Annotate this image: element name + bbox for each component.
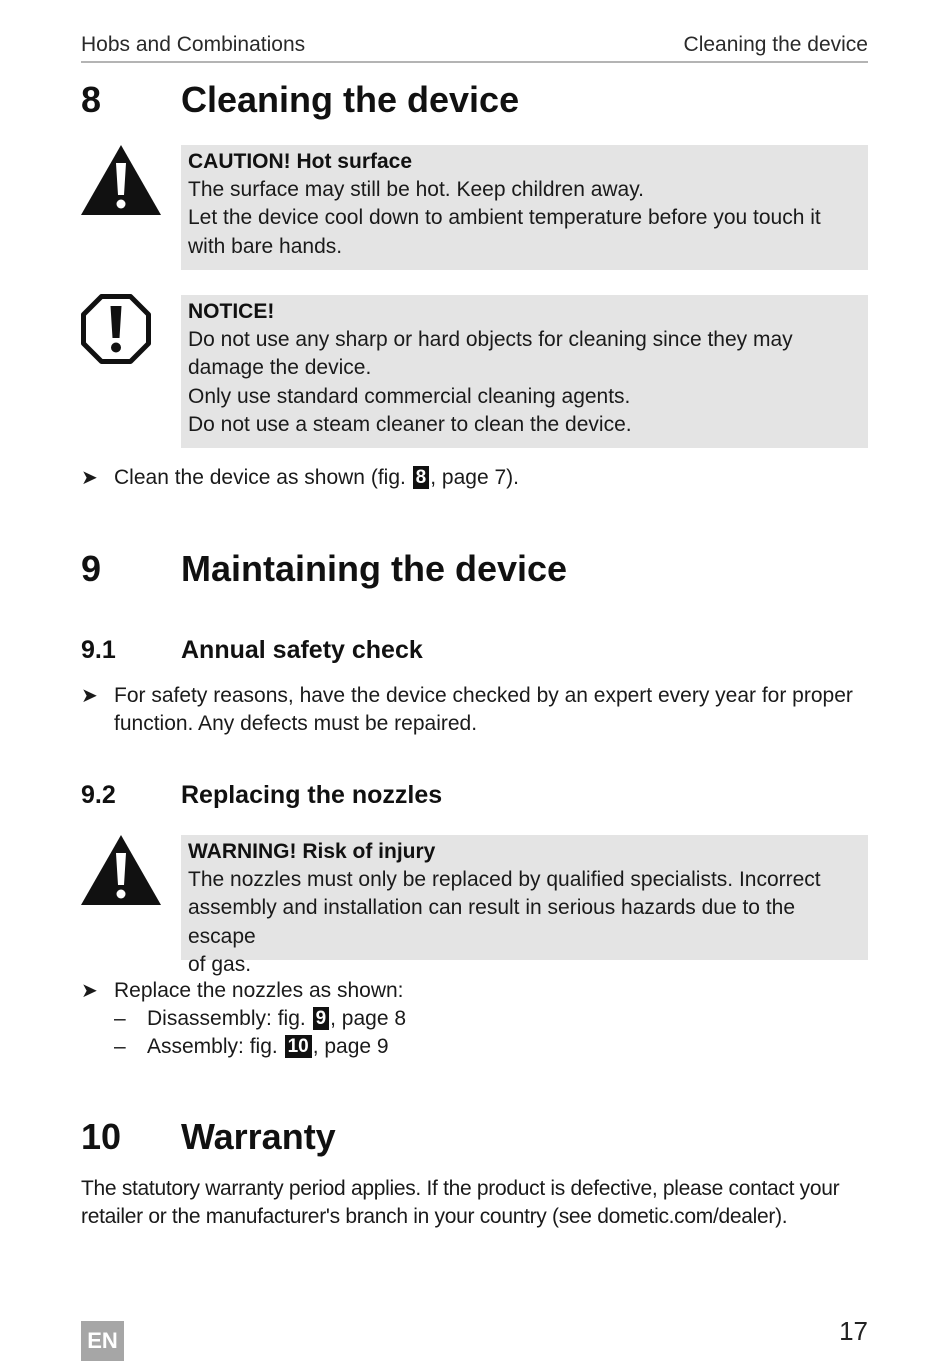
notice-octagon-icon [81, 294, 151, 369]
warning-box [181, 835, 868, 976]
warranty-paragraph [81, 1175, 868, 1232]
section-10-number: 10 [81, 1116, 122, 1157]
list-item-text: , page 8 [330, 1007, 407, 1030]
notice-line: Do not use a steam cleaner to clean the device. [188, 412, 632, 436]
caution-title: CAUTION! Hot surface [188, 150, 413, 173]
section-10-title: Warranty [181, 1116, 336, 1157]
header-divider [81, 61, 868, 63]
caution-box [181, 145, 868, 270]
section-8-number: 8 [81, 79, 102, 120]
notice-title: NOTICE! [188, 300, 275, 323]
running-header-left: Hobs and Combinations [81, 33, 306, 56]
arrow-bullet-icon: ➤ [81, 980, 98, 1002]
instruction-step [81, 977, 868, 1005]
notice-box [181, 295, 868, 448]
step-text: , page 7). [430, 466, 519, 489]
list-item-text: , page 9 [312, 1035, 389, 1058]
instruction-step [81, 682, 868, 739]
notice-line: Only use standard commercial cleaning agents. [188, 384, 631, 408]
section-8-title: Cleaning the device [181, 79, 520, 120]
notice-line: Do not use any sharp or hard objects for cleaning since they may [188, 328, 793, 351]
step-text: For safety reasons, have the device checked by an expert every year for proper [114, 684, 853, 707]
warning-line: assembly and installation can result in serious hazards due to the escape [188, 896, 796, 948]
subsection-9-1-title: Annual safety check [181, 636, 423, 664]
notice-line: damage the device. [188, 356, 372, 380]
subsection-9-2-number: 9.2 [81, 781, 116, 809]
figure-reference: 9 [313, 1007, 330, 1030]
warning-triangle-icon [81, 835, 161, 910]
list-item-text: Assembly: fig. [147, 1035, 278, 1058]
list-item [114, 1005, 406, 1033]
figure-reference: 8 [413, 466, 430, 489]
arrow-bullet-icon: ➤ [81, 467, 98, 489]
language-badge: EN [81, 1321, 124, 1361]
warning-triangle-icon [81, 145, 161, 220]
subsection-9-1-number: 9.1 [81, 636, 116, 664]
caution-line: Let the device cool down to ambient temperature before you touch it [188, 206, 821, 230]
warning-line: of gas. [188, 952, 252, 976]
section-9-number: 9 [81, 548, 102, 589]
list-item [114, 1033, 389, 1061]
instruction-step [81, 464, 868, 492]
caution-line: The surface may still be hot. Keep children away. [188, 178, 645, 201]
section-9-title: Maintaining the device [181, 548, 568, 589]
step-text: function. Any defects must be repaired. [114, 712, 478, 736]
list-dash: – [114, 1035, 126, 1058]
arrow-bullet-icon: ➤ [81, 685, 98, 707]
warning-line: The nozzles must only be replaced by qualified specialists. Incorrect [188, 868, 821, 891]
step-text: Clean the device as shown (fig. [114, 466, 406, 489]
page-number: 17 [839, 1316, 868, 1346]
figure-reference: 10 [285, 1035, 312, 1058]
step-text: Replace the nozzles as shown: [114, 979, 404, 1002]
running-header-right: Cleaning the device [683, 33, 868, 56]
subsection-9-2-title: Replacing the nozzles [181, 781, 443, 809]
warning-title: WARNING! Risk of injury [188, 840, 436, 863]
list-dash: – [114, 1007, 126, 1030]
paragraph-line: The statutory warranty period applies. If the product is defective, please contact your [81, 1177, 840, 1200]
caution-line: with bare hands. [188, 234, 343, 258]
list-item-text: Disassembly: fig. [147, 1007, 306, 1030]
paragraph-line: retailer or the manufacturer's branch in your country (see dometic.com/dealer). [81, 1205, 788, 1229]
